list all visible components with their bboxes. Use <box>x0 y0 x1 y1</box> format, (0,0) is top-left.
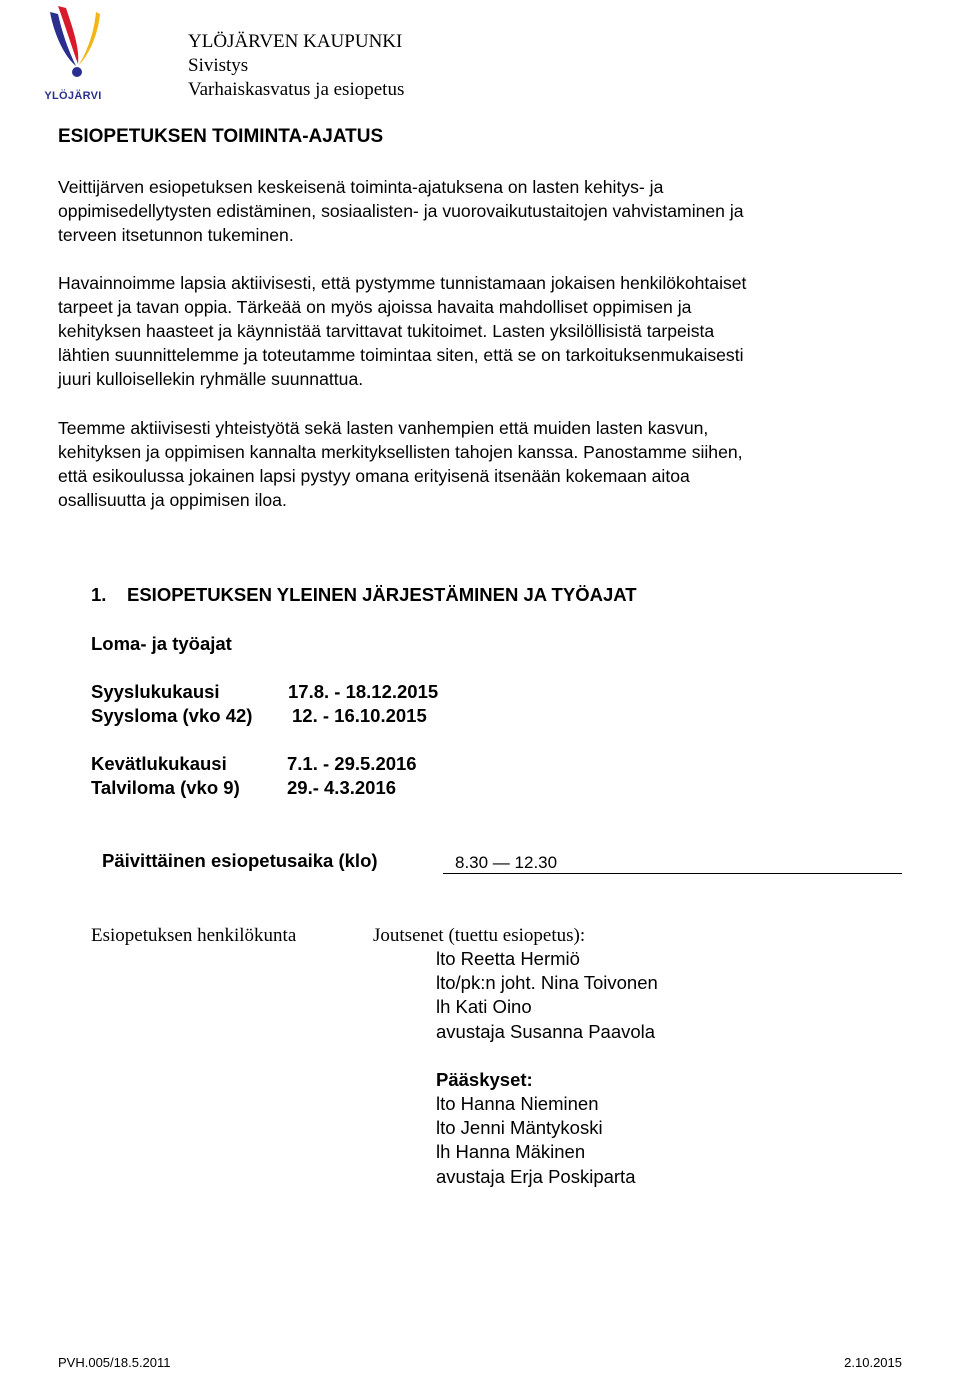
paragraph-line: lähtien suunnittelemme ja toteutamme toimintaa siten, että se on tarkoituksenmukaisesti <box>58 345 744 365</box>
staff-member: avustaja Erja Poskiparta <box>436 1165 636 1187</box>
paragraph-line: Teemme aktiivisesti yhteistyötä sekä lasten vanhempien että muiden lasten kasvun, <box>58 418 709 438</box>
period-value: 29.- 4.3.2016 <box>287 777 397 798</box>
period-label: Syysloma (vko 42) <box>91 705 253 726</box>
footer-left: PVH.005/18.5.2011 <box>58 1355 171 1370</box>
paragraph-line: että esikoulussa jokainen lapsi pystyy omana erityisenä itsenään kokemaan aitoa <box>58 466 690 486</box>
paragraph-line: Veittijärven esiopetuksen keskeisenä toiminta-ajatuksena on lasten kehitys- ja <box>58 177 664 197</box>
paragraph-line: osallisuutta ja oppimisen iloa. <box>58 490 287 510</box>
paragraph-line: juuri kulloisellekin ryhmälle suunnattua. <box>58 369 364 389</box>
period-value: 17.8. - 18.12.2015 <box>288 681 439 702</box>
group1-title: Joutsenet (tuettu esiopetus): <box>373 925 586 946</box>
header-unit: Varhaiskasvatus ja esiopetus <box>188 79 405 100</box>
staff-member: lto Reetta Hermiö <box>436 948 580 969</box>
staff-member: lh Kati Oino <box>436 996 532 1018</box>
logo-wordmark: YLÖJÄRVI <box>44 90 102 102</box>
staff-label: Esiopetuksen henkilökunta <box>91 925 297 946</box>
section-title: ESIOPETUKSEN YLEINEN JÄRJESTÄMINEN JA TYÖAJAT <box>127 584 637 605</box>
staff-member: lh Hanna Mäkinen <box>436 1141 586 1163</box>
subheading: Loma- ja työajat <box>91 633 232 654</box>
ylojarvi-logo <box>40 4 106 108</box>
header-division: Sivistys <box>188 55 249 76</box>
daily-time-label: Päivittäinen esiopetusaika (klo) <box>102 850 378 871</box>
footer-right: 2.10.2015 <box>844 1355 902 1370</box>
group2-title: Pääskyset: <box>436 1069 533 1090</box>
paragraph-line: oppimisedellytysten edistäminen, sosiaalisten- ja vuorovaikutustaitojen vahvistaminen ja <box>58 201 744 221</box>
paragraph-line: Havainnoimme lapsia aktiivisesti, että pystymme tunnistamaan jokaisen henkilökohtaiset <box>58 273 747 293</box>
paragraph-line: kehityksen haasteet ja käynnistää tarvittavat tukitoimet. Lasten yksilöllisistä tarpeista <box>58 321 715 341</box>
period-label: Kevätlukukausi <box>91 753 227 774</box>
paragraph-line: terveen itsetunnon tukeminen. <box>58 225 294 245</box>
section-number: 1. <box>91 584 107 605</box>
page-title: ESIOPETUKSEN TOIMINTA-AJATUS <box>58 126 384 147</box>
staff-member: lto Jenni Mäntykoski <box>436 1117 603 1139</box>
header-org: YLÖJÄRVEN KAUPUNKI <box>188 31 403 52</box>
group2-list <box>436 1092 636 1189</box>
period-label: Talviloma (vko 9) <box>91 777 240 798</box>
group1-list <box>436 947 658 1044</box>
staff-member: avustaja Susanna Paavola <box>436 1020 656 1042</box>
paragraph-1 <box>58 175 908 247</box>
staff-member: lto/pk:n joht. Nina Toivonen <box>436 972 658 994</box>
daily-time-value: 8.30 — 12.30 <box>455 853 558 872</box>
underline-divider <box>443 873 902 874</box>
paragraph-line: tarpeet ja tavan oppia. Tärkeää on myös ajoissa havaita mahdolliset oppimisen ja <box>58 297 692 317</box>
paragraph-2 <box>58 271 908 391</box>
period-value: 7.1. - 29.5.2016 <box>287 753 417 774</box>
paragraph-3 <box>58 416 908 512</box>
paragraph-line: kehityksen ja oppimisen kannalta merkityksellisten tahojen kanssa. Panostamme siihen, <box>58 442 743 462</box>
period-label: Syyslukukausi <box>91 681 220 702</box>
period-value: 12. - 16.10.2015 <box>292 705 427 726</box>
staff-member: lto Hanna Nieminen <box>436 1093 599 1114</box>
